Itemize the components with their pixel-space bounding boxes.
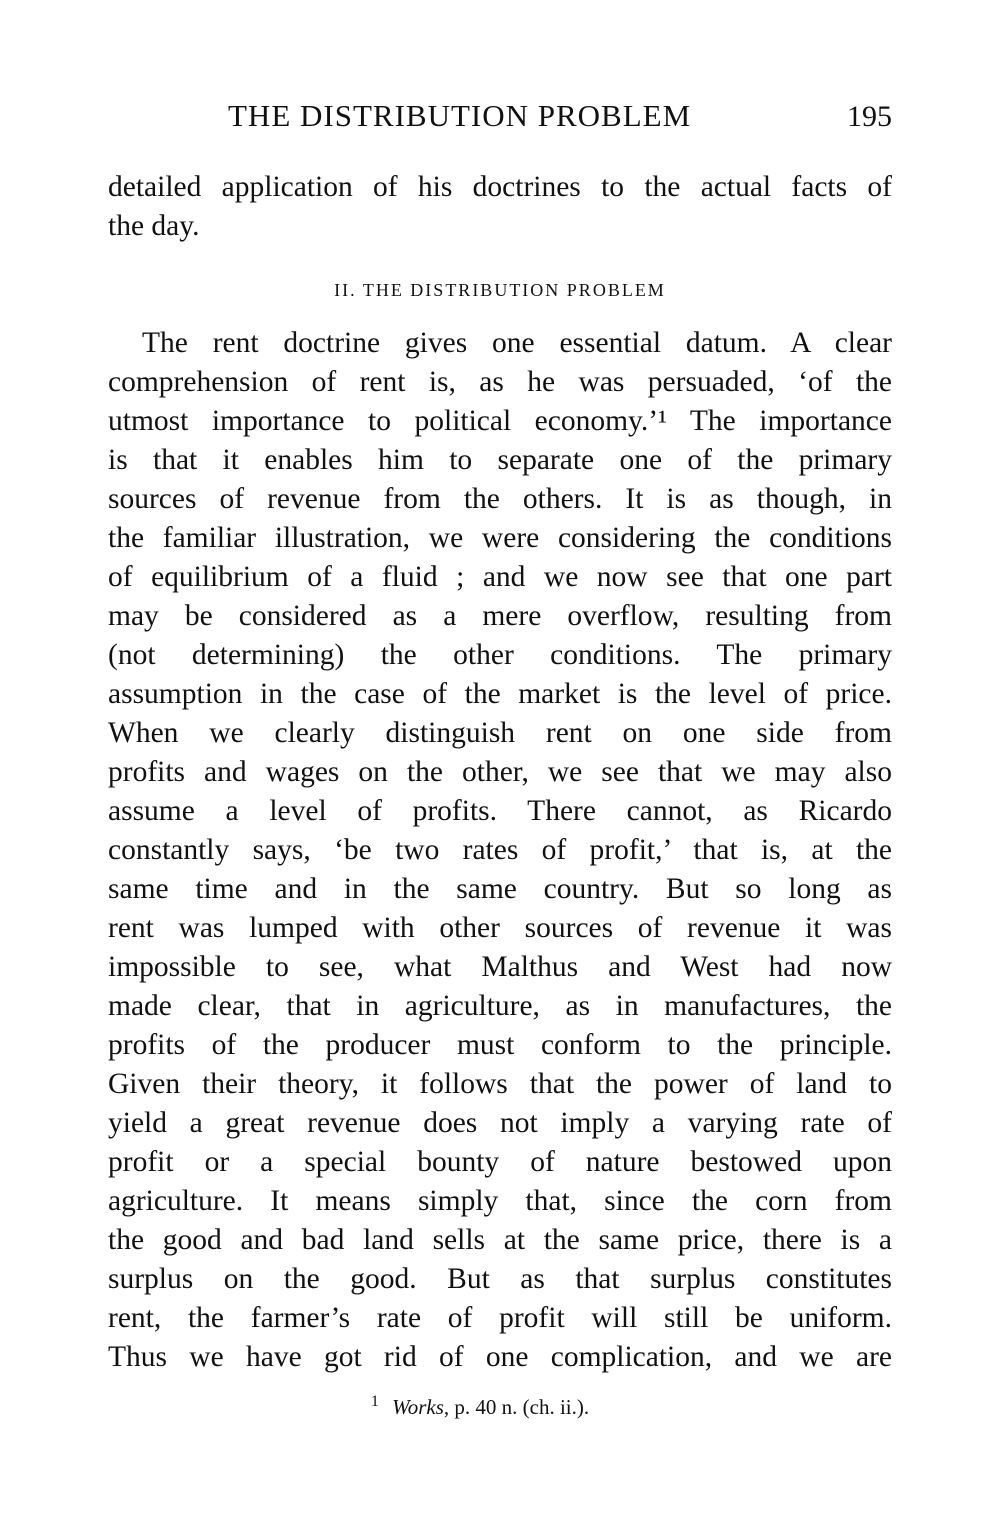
text-line: (not determining) the other conditions. The primary	[108, 639, 892, 671]
text-line: Thus we have got rid of one complication, and we are	[108, 1341, 892, 1373]
text-line: made clear, that in agriculture, as in manufactures, the	[108, 990, 892, 1022]
text-line: impossible to see, what Malthus and West had now	[108, 951, 892, 983]
text-line: the good and bad land sells at the same price, there is a	[108, 1224, 892, 1256]
body-paragraph	[108, 324, 892, 1377]
footnote-marker: 1	[370, 1393, 379, 1410]
text-line: profits of the producer must conform to the principle.	[108, 1029, 892, 1061]
text-line: detailed application of his doctrines to the actual facts of	[108, 171, 892, 203]
text-line: the day.	[108, 210, 200, 242]
footnote-text: , p. 40 n. (ch. ii.).	[443, 1395, 590, 1419]
text-line: profits and wages on the other, we see that we may also	[108, 756, 892, 788]
text-line: rent, the farmer’s rate of profit will still be uniform.	[108, 1302, 892, 1334]
text-line: yield a great revenue does not imply a varying rate of	[108, 1107, 892, 1139]
footnote	[0, 1393, 960, 1420]
text-line: profit or a special bounty of nature bestowed upon	[108, 1146, 892, 1178]
text-line: When we clearly distinguish rent on one side from	[108, 717, 892, 749]
running-header	[108, 98, 892, 138]
text-line: constantly says, ‘be two rates of profit,’ that is, at the	[108, 834, 892, 866]
text-line: rent was lumped with other sources of revenue it was	[108, 912, 892, 944]
text-line: is that it enables him to separate one of the primary	[108, 444, 892, 476]
running-title: THE DISTRIBUTION PROBLEM	[228, 98, 692, 133]
text-line: Given their theory, it follows that the power of land to	[108, 1068, 892, 1100]
page-number: 195	[847, 100, 892, 133]
text-line: The rent doctrine gives one essential datum. A clear	[142, 327, 892, 359]
text-line: same time and in the same country. But so long as	[108, 873, 892, 905]
text-line: may be considered as a mere overflow, resulting from	[108, 600, 892, 632]
text-line: sources of revenue from the others. It is as though, in	[108, 483, 892, 515]
text-line: comprehension of rent is, as he was persuaded, ‘of the	[108, 366, 892, 398]
footnote-work-title: Works	[392, 1395, 444, 1419]
text-line: the familiar illustration, we were considering the conditions	[108, 522, 892, 554]
text-line: assumption in the case of the market is the level of price.	[108, 678, 892, 710]
intro-paragraph	[108, 168, 892, 246]
text-line: surplus on the good. But as that surplus constitutes	[108, 1263, 892, 1295]
section-heading: II. THE DISTRIBUTION PROBLEM	[334, 280, 666, 300]
text-line: assume a level of profits. There cannot, as Ricardo	[108, 795, 892, 827]
text-line: of equilibrium of a fluid ; and we now see that one part	[108, 561, 892, 593]
text-line: utmost importance to political economy.’¹ The importance	[108, 405, 892, 437]
text-line: agriculture. It means simply that, since the corn from	[108, 1185, 892, 1217]
